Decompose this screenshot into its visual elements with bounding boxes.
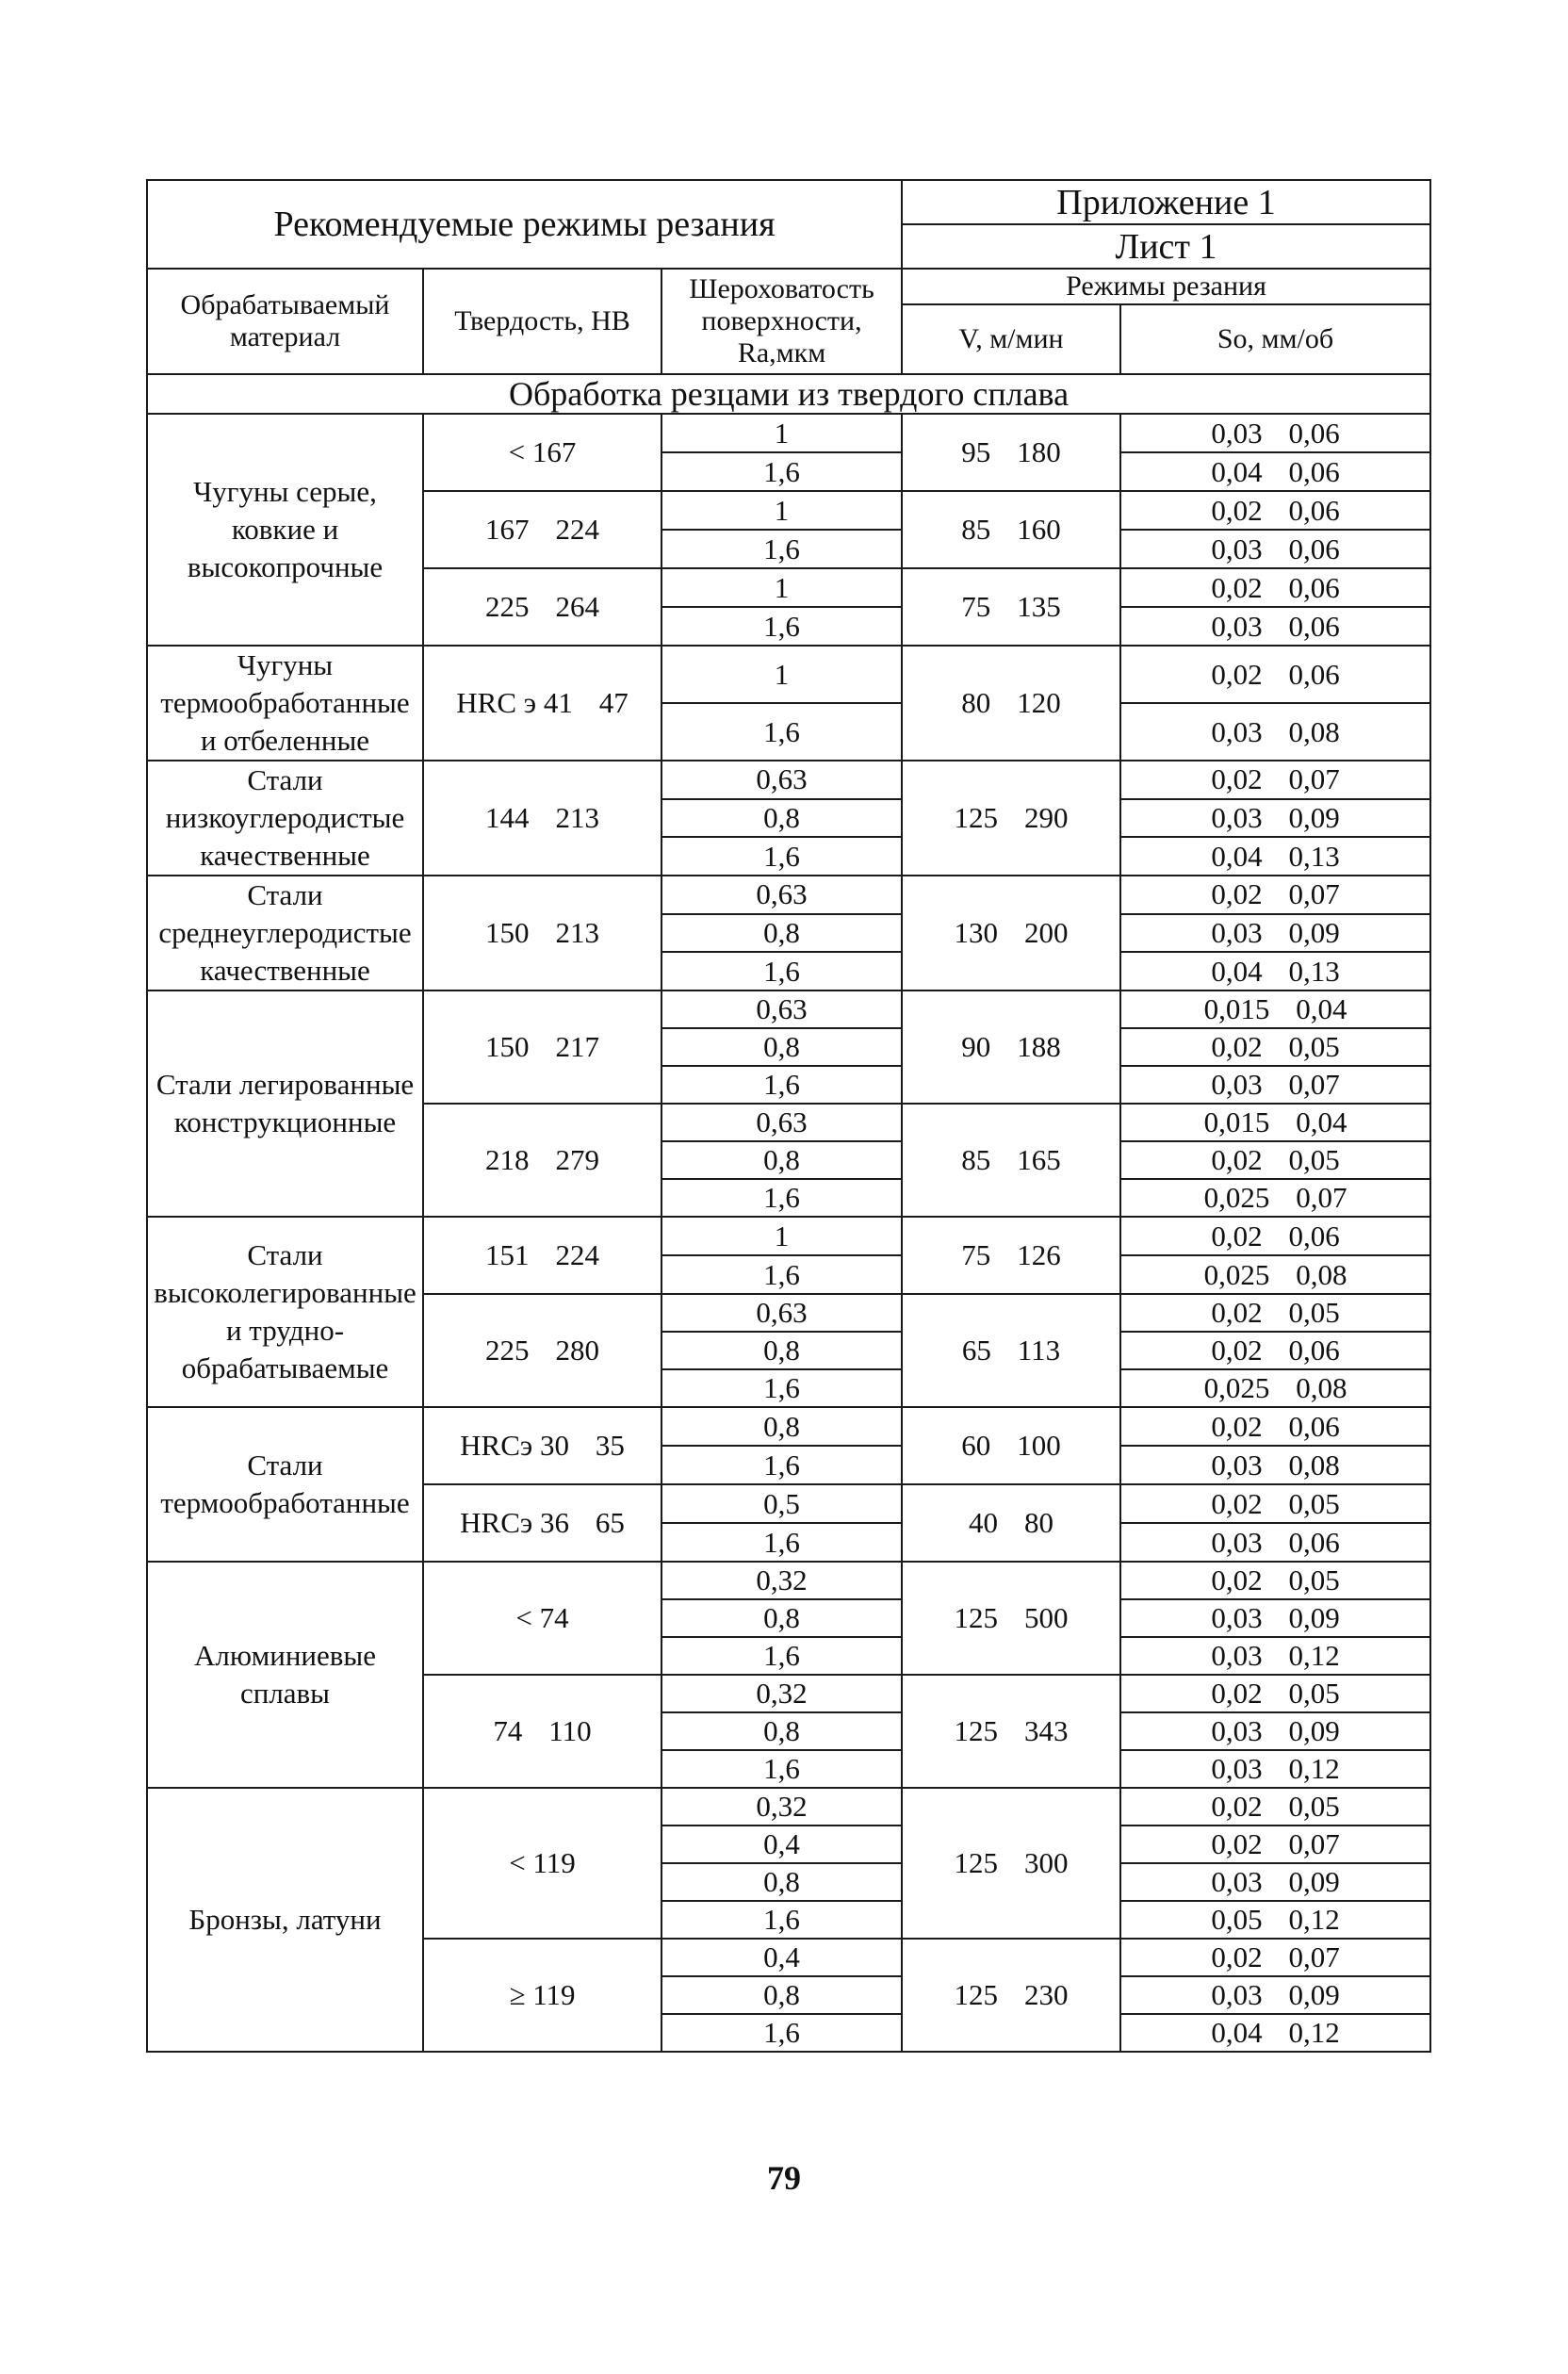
feed-cell-to: 0,13 xyxy=(1288,954,1340,988)
hardness-cell-from: < 74 xyxy=(515,1601,569,1634)
feed-cell-from: 0,02 xyxy=(1211,1677,1263,1710)
feed-cell-from: 0,02 xyxy=(1211,570,1263,604)
speed-cell-from: 125 xyxy=(954,1846,999,1879)
hardness-cell-to: 65 xyxy=(595,1506,625,1539)
feed-cell-from: 0,02 xyxy=(1211,1564,1263,1596)
feed-cell-from: 0,03 xyxy=(1211,416,1263,450)
feed-cell-to: 0,05 xyxy=(1288,1677,1340,1710)
feed-cell xyxy=(1120,1407,1430,1446)
hardness-cell-from: 150 xyxy=(485,1030,530,1063)
feed-cell xyxy=(1120,837,1430,876)
hardness-cell-from: 225 xyxy=(485,1334,530,1367)
feed-cell xyxy=(1120,1446,1430,1484)
feed-cell xyxy=(1120,952,1430,991)
speed-cell xyxy=(902,1294,1120,1407)
speed-cell-from: 40 xyxy=(969,1506,999,1539)
feed-cell xyxy=(1120,1826,1430,1863)
speed-cell-from: 85 xyxy=(961,513,991,546)
feed-cell xyxy=(1120,876,1430,914)
feed-cell-to: 0,12 xyxy=(1288,2016,1340,2049)
feed-cell-to: 0,06 xyxy=(1288,609,1340,643)
table-body xyxy=(147,180,1430,2052)
speed-cell-from: 125 xyxy=(954,1714,999,1747)
feed-cell-to: 0,07 xyxy=(1288,1068,1340,1101)
roughness-cell: 0,8 xyxy=(662,799,902,838)
speed-cell-to: 120 xyxy=(1017,686,1061,719)
feed-cell-to: 0,07 xyxy=(1296,1181,1348,1214)
feed-cell-from: 0,05 xyxy=(1211,1903,1263,1936)
roughness-cell: 0,32 xyxy=(662,1788,902,1826)
feed-cell-from: 0,02 xyxy=(1211,1790,1263,1823)
hardness-cell-to: 213 xyxy=(555,801,599,834)
feed-cell-to: 0,09 xyxy=(1288,1978,1340,2011)
feed-cell xyxy=(1120,914,1430,953)
speed-cell-to: 113 xyxy=(1017,1334,1061,1367)
feed-cell xyxy=(1120,1104,1430,1141)
feed-cell-from: 0,02 xyxy=(1211,1143,1263,1176)
hardness-cell-from: HRCэ 30 xyxy=(460,1429,569,1462)
speed-cell-to: 165 xyxy=(1017,1143,1061,1176)
feed-cell-from: 0,015 xyxy=(1203,992,1270,1025)
speed-cell-to: 80 xyxy=(1023,1506,1054,1539)
table-row xyxy=(147,991,1430,1028)
hardness-cell-from: 225 xyxy=(485,590,530,623)
roughness-cell: 0,63 xyxy=(662,991,902,1028)
column-header-roughness: Шероховатость поверхности, Ra,мкм xyxy=(662,269,902,374)
feed-cell-from: 0,02 xyxy=(1211,1486,1263,1520)
feed-cell xyxy=(1120,761,1430,799)
speed-cell-to: 180 xyxy=(1017,435,1061,468)
feed-cell xyxy=(1120,1788,1430,1826)
column-header-speed: V, м/мин xyxy=(902,304,1120,374)
hardness-cell-to: 264 xyxy=(555,590,599,623)
feed-cell xyxy=(1120,1901,1430,1939)
hardness-cell-from: 150 xyxy=(485,916,530,949)
material-cell: Стали низкоуглеродистые качественные xyxy=(147,761,423,876)
hardness-cell-to: 47 xyxy=(598,686,629,719)
appendix-label: Приложение 1 xyxy=(902,180,1430,224)
feed-cell xyxy=(1120,1369,1430,1407)
feed-cell-from: 0,025 xyxy=(1203,1181,1270,1214)
feed-cell-from: 0,03 xyxy=(1211,800,1263,834)
feed-cell-to: 0,09 xyxy=(1288,1714,1340,1747)
feed-cell-from: 0,03 xyxy=(1211,1865,1263,1898)
speed-cell-to: 160 xyxy=(1017,513,1061,546)
feed-cell-from: 0,03 xyxy=(1211,532,1263,565)
feed-cell-from: 0,02 xyxy=(1211,1940,1263,1973)
feed-cell xyxy=(1120,703,1430,761)
hardness-cell-to: 224 xyxy=(555,513,599,546)
roughness-cell: 1 xyxy=(662,646,902,703)
roughness-cell: 0,63 xyxy=(662,1294,902,1332)
speed-cell-to: 188 xyxy=(1017,1030,1061,1063)
hardness-cell xyxy=(423,1484,662,1562)
column-header-modes: Режимы резания xyxy=(902,269,1430,304)
speed-cell-from: 85 xyxy=(961,1143,991,1176)
roughness-cell: 0,5 xyxy=(662,1484,902,1523)
feed-cell-to: 0,08 xyxy=(1296,1371,1348,1404)
column-header-feed: So, мм/об xyxy=(1120,304,1430,374)
hardness-cell-from: 167 xyxy=(485,513,530,546)
roughness-cell: 1,6 xyxy=(662,530,902,568)
hardness-cell xyxy=(423,568,662,646)
feed-cell-to: 0,06 xyxy=(1288,657,1340,691)
feed-cell-to: 0,04 xyxy=(1296,1105,1348,1138)
feed-cell-to: 0,07 xyxy=(1288,877,1340,911)
feed-cell xyxy=(1120,1863,1430,1901)
hardness-cell xyxy=(423,761,662,876)
speed-cell-to: 135 xyxy=(1017,590,1061,623)
table-row xyxy=(147,1562,1430,1599)
feed-cell xyxy=(1120,2014,1430,2052)
hardness-cell-from: 74 xyxy=(493,1714,523,1747)
speed-cell-to: 100 xyxy=(1017,1429,1061,1462)
table-row xyxy=(147,1788,1430,1826)
speed-cell xyxy=(902,646,1120,761)
feed-cell-from: 0,03 xyxy=(1211,1752,1263,1785)
hardness-cell-from: HRCэ 36 xyxy=(460,1506,569,1539)
feed-cell xyxy=(1120,1028,1430,1066)
hardness-cell xyxy=(423,876,662,991)
speed-cell-from: 130 xyxy=(954,916,999,949)
speed-cell-to: 230 xyxy=(1023,1978,1069,2011)
hardness-cell-to: 280 xyxy=(555,1334,599,1367)
section-title: Обработка резцами из твердого сплава xyxy=(147,374,1430,414)
feed-cell-from: 0,02 xyxy=(1211,762,1263,796)
feed-cell-from: 0,02 xyxy=(1211,877,1263,911)
hardness-cell-from: 218 xyxy=(485,1143,530,1176)
feed-cell xyxy=(1120,607,1430,646)
hardness-cell xyxy=(423,1407,662,1484)
feed-cell xyxy=(1120,1712,1430,1750)
hardness-cell-from: 151 xyxy=(485,1238,530,1271)
feed-cell-to: 0,06 xyxy=(1288,416,1340,450)
feed-cell-from: 0,04 xyxy=(1211,954,1263,988)
speed-cell xyxy=(902,1562,1120,1675)
roughness-cell: 0,4 xyxy=(662,1939,902,1976)
speed-cell xyxy=(902,1675,1120,1788)
feed-cell-to: 0,08 xyxy=(1288,714,1340,748)
hardness-cell xyxy=(423,1104,662,1217)
roughness-cell: 1 xyxy=(662,491,902,530)
sheet-label: Лист 1 xyxy=(902,224,1430,269)
feed-cell-from: 0,02 xyxy=(1211,1296,1263,1329)
feed-cell-from: 0,025 xyxy=(1203,1257,1270,1291)
table-row xyxy=(147,876,1430,914)
roughness-cell: 0,32 xyxy=(662,1562,902,1599)
speed-cell-from: 75 xyxy=(961,1238,991,1271)
feed-cell xyxy=(1120,1637,1430,1675)
hardness-cell xyxy=(423,1562,662,1675)
feed-cell xyxy=(1120,1179,1430,1217)
feed-cell-to: 0,04 xyxy=(1296,992,1348,1025)
speed-cell-to: 200 xyxy=(1023,916,1069,949)
feed-cell-to: 0,12 xyxy=(1288,1639,1340,1672)
material-cell: Стали термообработанные xyxy=(147,1407,423,1562)
feed-cell xyxy=(1120,1976,1430,2014)
table-row xyxy=(147,1407,1430,1446)
speed-cell-to: 300 xyxy=(1023,1846,1069,1879)
speed-cell-to: 500 xyxy=(1023,1601,1069,1634)
table-row xyxy=(147,1217,1430,1255)
feed-cell-to: 0,06 xyxy=(1288,1409,1340,1443)
table-row xyxy=(147,414,1430,452)
roughness-cell: 0,8 xyxy=(662,914,902,953)
feed-cell-to: 0,12 xyxy=(1288,1752,1340,1785)
roughness-cell: 1,6 xyxy=(662,1255,902,1294)
feed-cell xyxy=(1120,1750,1430,1788)
hardness-cell-from: 144 xyxy=(485,801,530,834)
hardness-cell-to: 35 xyxy=(595,1429,625,1462)
page-number: 79 xyxy=(767,2159,801,2197)
feed-cell-from: 0,04 xyxy=(1211,454,1263,488)
feed-cell xyxy=(1120,646,1430,703)
feed-cell-from: 0,02 xyxy=(1211,1827,1263,1860)
roughness-cell: 1,6 xyxy=(662,1901,902,1939)
section-row xyxy=(147,374,1430,414)
feed-cell-to: 0,08 xyxy=(1288,1448,1340,1482)
speed-cell-to: 290 xyxy=(1023,801,1069,834)
roughness-cell: 0,8 xyxy=(662,1599,902,1637)
speed-cell xyxy=(902,568,1120,646)
hardness-cell xyxy=(423,1294,662,1407)
roughness-cell: 1,6 xyxy=(662,607,902,646)
cutting-modes-table xyxy=(146,179,1431,2053)
hardness-cell xyxy=(423,1217,662,1294)
roughness-cell: 1,6 xyxy=(662,1637,902,1675)
feed-cell-to: 0,05 xyxy=(1288,1486,1340,1520)
roughness-cell: 1,6 xyxy=(662,837,902,876)
speed-cell-from: 95 xyxy=(961,435,991,468)
material-cell: Бронзы, латуни xyxy=(147,1788,423,2052)
speed-cell xyxy=(902,991,1120,1104)
roughness-cell: 1 xyxy=(662,1217,902,1255)
feed-cell-to: 0,06 xyxy=(1288,1219,1340,1252)
feed-cell-to: 0,05 xyxy=(1288,1143,1340,1176)
feed-cell-to: 0,06 xyxy=(1288,1334,1340,1367)
material-cell: Чугуны термообработанные и отбеленные xyxy=(147,646,423,761)
feed-cell xyxy=(1120,452,1430,491)
hardness-cell xyxy=(423,1788,662,1939)
feed-cell xyxy=(1120,991,1430,1028)
feed-cell xyxy=(1120,1066,1430,1104)
speed-cell xyxy=(902,761,1120,876)
feed-cell-to: 0,06 xyxy=(1288,532,1340,565)
feed-cell xyxy=(1120,1939,1430,1976)
speed-cell xyxy=(902,414,1120,491)
hardness-cell-to: 224 xyxy=(555,1238,599,1271)
hardness-cell xyxy=(423,1675,662,1788)
feed-cell xyxy=(1120,1294,1430,1332)
feed-cell-from: 0,02 xyxy=(1211,1334,1263,1367)
feed-cell-from: 0,03 xyxy=(1211,915,1263,949)
speed-cell-from: 65 xyxy=(961,1334,991,1367)
hardness-cell xyxy=(423,414,662,491)
feed-cell xyxy=(1120,414,1430,452)
feed-cell xyxy=(1120,1599,1430,1637)
roughness-cell: 0,32 xyxy=(662,1675,902,1712)
feed-cell-to: 0,05 xyxy=(1288,1296,1340,1329)
hardness-cell xyxy=(423,1939,662,2052)
roughness-cell: 0,8 xyxy=(662,1141,902,1179)
feed-cell xyxy=(1120,1523,1430,1562)
feed-cell-to: 0,06 xyxy=(1288,454,1340,488)
table-row xyxy=(147,646,1430,703)
speed-cell xyxy=(902,1484,1120,1562)
feed-cell-from: 0,02 xyxy=(1211,1409,1263,1443)
roughness-cell: 0,8 xyxy=(662,1407,902,1446)
roughness-cell: 0,63 xyxy=(662,1104,902,1141)
hardness-cell-from: ≥ 119 xyxy=(509,1978,576,2011)
feed-cell-to: 0,06 xyxy=(1288,1525,1340,1559)
feed-cell xyxy=(1120,568,1430,607)
feed-cell-from: 0,02 xyxy=(1211,1219,1263,1252)
roughness-cell: 1,6 xyxy=(662,1750,902,1788)
speed-cell xyxy=(902,491,1120,568)
feed-cell-to: 0,09 xyxy=(1288,1601,1340,1634)
material-cell: Стали легированные конструкционные xyxy=(147,991,423,1217)
feed-cell-from: 0,03 xyxy=(1211,714,1263,748)
material-cell: Стали среднеуглеродистые качественные xyxy=(147,876,423,991)
roughness-cell: 1,6 xyxy=(662,1523,902,1562)
speed-cell-from: 125 xyxy=(954,1978,999,2011)
roughness-cell: 1,6 xyxy=(662,1066,902,1104)
feed-cell-from: 0,03 xyxy=(1211,1639,1263,1672)
feed-cell-to: 0,05 xyxy=(1288,1030,1340,1063)
table-title: Рекомендуемые режимы резания xyxy=(147,180,902,269)
hardness-cell xyxy=(423,991,662,1104)
roughness-cell: 1,6 xyxy=(662,952,902,991)
speed-cell-from: 125 xyxy=(954,801,999,834)
speed-cell-from: 80 xyxy=(961,686,991,719)
feed-cell xyxy=(1120,1255,1430,1294)
roughness-cell: 1,6 xyxy=(662,1179,902,1217)
feed-cell xyxy=(1120,1562,1430,1599)
feed-cell-from: 0,03 xyxy=(1211,609,1263,643)
feed-cell-from: 0,03 xyxy=(1211,1714,1263,1747)
speed-cell-from: 60 xyxy=(961,1429,991,1462)
speed-cell-to: 343 xyxy=(1023,1714,1069,1747)
feed-cell-to: 0,06 xyxy=(1288,493,1340,527)
roughness-cell: 0,63 xyxy=(662,761,902,799)
column-header-hardness: Твердость, НВ xyxy=(423,269,662,374)
feed-cell-to: 0,06 xyxy=(1288,570,1340,604)
feed-cell-from: 0,02 xyxy=(1211,1030,1263,1063)
feed-cell-from: 0,03 xyxy=(1211,1525,1263,1559)
hardness-cell-from: < 119 xyxy=(509,1846,576,1879)
roughness-cell: 1,6 xyxy=(662,2014,902,2052)
feed-cell-to: 0,05 xyxy=(1288,1790,1340,1823)
feed-cell-to: 0,09 xyxy=(1288,800,1340,834)
feed-cell-from: 0,025 xyxy=(1203,1371,1270,1404)
feed-cell-to: 0,09 xyxy=(1288,915,1340,949)
speed-cell-from: 125 xyxy=(954,1601,999,1634)
hardness-cell-to: 213 xyxy=(555,916,599,949)
feed-cell-to: 0,12 xyxy=(1288,1903,1340,1936)
feed-cell-to: 0,05 xyxy=(1288,1564,1340,1596)
speed-cell xyxy=(902,876,1120,991)
column-header-material: Обрабатываемый материал xyxy=(147,269,423,374)
feed-cell-to: 0,09 xyxy=(1288,1865,1340,1898)
roughness-cell: 0,8 xyxy=(662,1863,902,1901)
hardness-cell-to: 217 xyxy=(555,1030,599,1063)
feed-cell-to: 0,07 xyxy=(1288,1940,1340,1973)
roughness-cell: 1,6 xyxy=(662,703,902,761)
feed-cell-to: 0,07 xyxy=(1288,762,1340,796)
speed-cell xyxy=(902,1407,1120,1484)
roughness-cell: 0,8 xyxy=(662,1028,902,1066)
hardness-cell xyxy=(423,646,662,761)
feed-cell xyxy=(1120,1217,1430,1255)
feed-cell-to: 0,07 xyxy=(1288,1827,1340,1860)
header-row-title xyxy=(147,180,1430,224)
feed-cell xyxy=(1120,1675,1430,1712)
feed-cell-from: 0,03 xyxy=(1211,1978,1263,2011)
material-cell: Алюминиевые сплавы xyxy=(147,1562,423,1788)
roughness-cell: 1,6 xyxy=(662,452,902,491)
roughness-cell: 1,6 xyxy=(662,1369,902,1407)
material-cell: Стали высоколегированные и трудно-обрабатываемые xyxy=(147,1217,423,1407)
feed-cell-from: 0,02 xyxy=(1211,657,1263,691)
header-row-columns xyxy=(147,269,1430,304)
hardness-cell xyxy=(423,491,662,568)
hardness-cell-from: HRC э 41 xyxy=(456,686,573,719)
feed-cell-from: 0,015 xyxy=(1203,1105,1270,1138)
feed-cell xyxy=(1120,799,1430,838)
roughness-cell: 0,8 xyxy=(662,1332,902,1369)
feed-cell xyxy=(1120,1332,1430,1369)
roughness-cell: 1 xyxy=(662,568,902,607)
speed-cell-to: 126 xyxy=(1017,1238,1061,1271)
feed-cell-from: 0,04 xyxy=(1211,2016,1263,2049)
hardness-cell-from: < 167 xyxy=(508,435,577,468)
table-row xyxy=(147,761,1430,799)
speed-cell-from: 90 xyxy=(961,1030,991,1063)
feed-cell-from: 0,03 xyxy=(1211,1601,1263,1634)
hardness-cell-to: 279 xyxy=(555,1143,599,1176)
roughness-cell: 0,4 xyxy=(662,1826,902,1863)
roughness-cell: 1 xyxy=(662,414,902,452)
speed-cell xyxy=(902,1104,1120,1217)
roughness-cell: 1,6 xyxy=(662,1446,902,1484)
speed-cell xyxy=(902,1788,1120,1939)
feed-cell-to: 0,08 xyxy=(1296,1257,1348,1291)
feed-cell-from: 0,02 xyxy=(1211,493,1263,527)
roughness-cell: 0,8 xyxy=(662,1712,902,1750)
roughness-cell: 0,8 xyxy=(662,1976,902,2014)
feed-cell xyxy=(1120,530,1430,568)
speed-cell-from: 75 xyxy=(961,590,991,623)
feed-cell xyxy=(1120,1141,1430,1179)
speed-cell xyxy=(902,1217,1120,1294)
feed-cell-from: 0,04 xyxy=(1211,839,1263,873)
roughness-cell: 0,63 xyxy=(662,876,902,914)
feed-cell-to: 0,13 xyxy=(1288,839,1340,873)
feed-cell-from: 0,03 xyxy=(1211,1068,1263,1101)
feed-cell xyxy=(1120,491,1430,530)
material-cell: Чугуны серые, ковкие и высокопрочные xyxy=(147,414,423,646)
feed-cell xyxy=(1120,1484,1430,1523)
feed-cell-from: 0,03 xyxy=(1211,1448,1263,1482)
hardness-cell-to: 110 xyxy=(548,1714,592,1747)
speed-cell xyxy=(902,1939,1120,2052)
